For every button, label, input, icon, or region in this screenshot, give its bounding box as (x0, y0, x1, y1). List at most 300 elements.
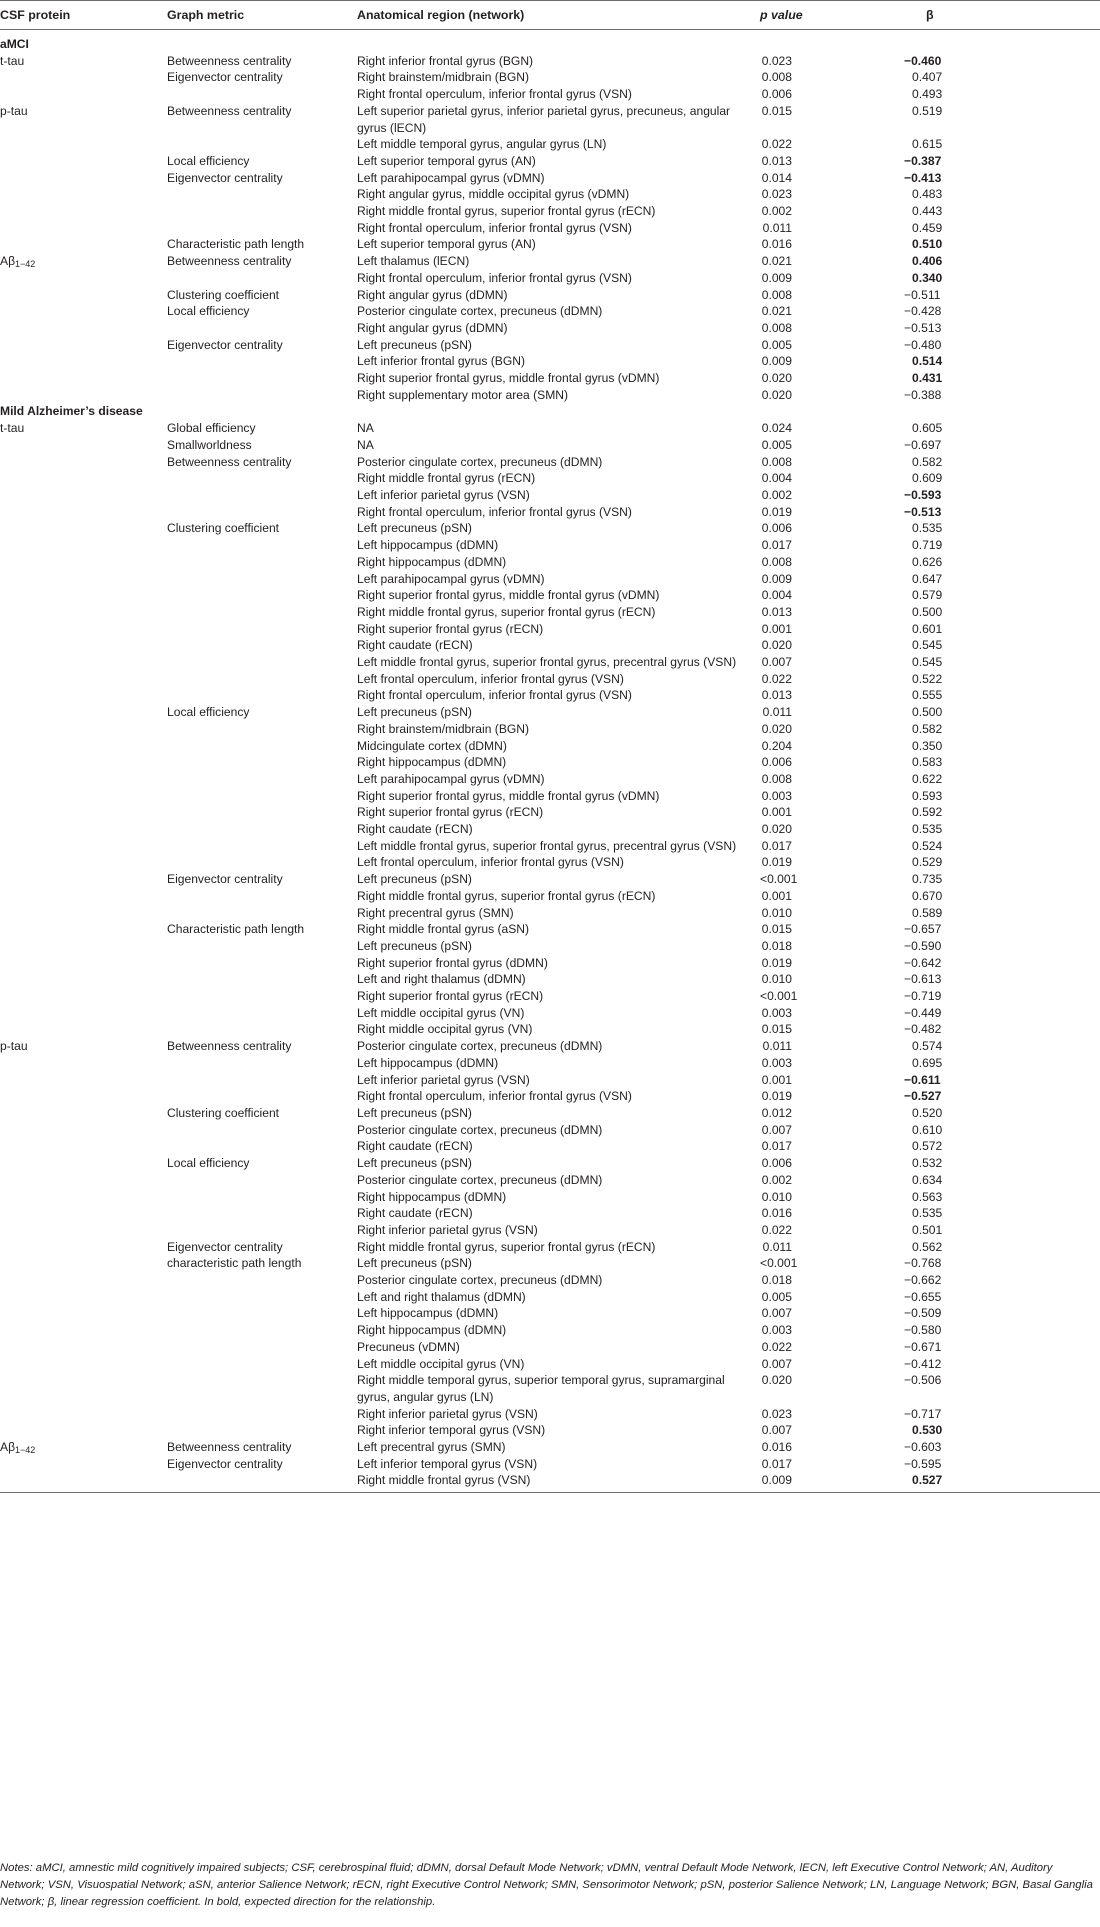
csf-protein-cell (0, 821, 167, 838)
csf-protein-cell (0, 1021, 167, 1038)
p-value-cell: 0.008 (761, 320, 792, 335)
table-row (0, 687, 1100, 704)
beta-cell: −0.768 (904, 1256, 942, 1271)
csf-protein-cell (0, 270, 167, 287)
p-value-cell: 0.022 (761, 1339, 792, 1354)
csf-protein-cell (0, 604, 167, 621)
p-value-cell: 0.008 (761, 554, 792, 569)
p-value-cell: 0.020 (761, 822, 792, 837)
csf-protein-cell (0, 871, 167, 888)
graph-metric-cell (167, 771, 357, 788)
csf-protein-cell (0, 504, 167, 521)
csf-protein-cell (0, 854, 167, 871)
p-value-cell: 0.020 (761, 638, 792, 653)
p-value-cell: 0.011 (762, 220, 792, 235)
p-value-cell: 0.024 (761, 421, 792, 436)
csf-protein-cell (0, 1005, 167, 1022)
csf-protein-cell (0, 671, 167, 688)
csf-protein-cell (0, 303, 167, 320)
region-cell: Left precuneus (pSN) (357, 1156, 472, 1171)
graph-metric-cell (167, 504, 357, 521)
table-row (0, 754, 1100, 771)
region-cell: Right frontal operculum, inferior frontal gyrus (VSN) (357, 1089, 632, 1104)
table-row (0, 654, 1100, 671)
table-row (0, 320, 1100, 337)
csf-protein-cell (0, 69, 167, 86)
table-row (0, 203, 1100, 220)
csf-protein-cell (0, 1422, 167, 1439)
table-row (0, 921, 1100, 938)
table-row (0, 938, 1100, 955)
graph-metric-cell (167, 186, 357, 203)
region-cell: Left inferior parietal gyrus (VSN) (357, 1072, 530, 1087)
table-row (0, 1138, 1100, 1155)
section-row (0, 403, 1100, 420)
graph-metric-cell: Eigenvector centrality (167, 872, 283, 887)
csf-protein-cell (0, 971, 167, 988)
header-beta: β (846, 1, 1100, 30)
beta-cell: 0.622 (912, 771, 943, 786)
csf-protein-cell (0, 938, 167, 955)
table-row (0, 353, 1100, 370)
region-cell: Midcingulate cortex (dDMN) (357, 738, 507, 753)
csf-protein-cell (0, 1072, 167, 1089)
csf-protein-cell: $A\beta_{1-42}$ (0, 1440, 36, 1456)
beta-cell: −0.697 (904, 437, 942, 452)
csf-protein-cell (0, 1122, 167, 1139)
beta-cell: 0.647 (912, 571, 943, 586)
p-value-cell: 0.001 (761, 1072, 792, 1087)
region-cell: Posterior cingulate cortex, precuneus (dDMN) (357, 1172, 603, 1187)
beta-cell: −0.593 (904, 487, 942, 502)
p-value-cell: 0.005 (761, 337, 792, 352)
csf-protein-cell (0, 1088, 167, 1105)
p-value-cell: 0.018 (761, 938, 792, 953)
region-cell: Left middle frontal gyrus, superior frontal gyrus, precentral gyrus (VSN) (357, 655, 737, 670)
p-value-cell: 0.017 (761, 1456, 792, 1471)
p-value-cell: 0.017 (761, 538, 792, 553)
table-row (0, 771, 1100, 788)
csf-protein-cell (0, 86, 167, 103)
p-value-cell: <0.001 (760, 1256, 798, 1271)
region-cell: Posterior cingulate cortex, precuneus (dDMN) (357, 1273, 603, 1288)
csf-protein-cell (0, 337, 167, 354)
p-value-cell: 0.023 (761, 53, 792, 68)
graph-metric-cell: Eigenvector centrality (167, 1456, 283, 1471)
csf-protein-cell (0, 1138, 167, 1155)
beta-cell: 0.350 (912, 738, 943, 753)
beta-cell: −0.511 (904, 287, 941, 302)
graph-metric-cell (167, 821, 357, 838)
table-row (0, 86, 1100, 103)
region-cell: Posterior cingulate cortex, precuneus (dDMN) (357, 304, 603, 319)
csf-protein-cell (0, 153, 167, 170)
p-value-cell: 0.002 (761, 487, 792, 502)
region-cell: Left hippocampus (dDMN) (357, 1306, 499, 1321)
p-value-cell: 0.016 (761, 1440, 792, 1455)
p-value-cell: 0.204 (761, 738, 792, 753)
beta-cell: 0.459 (912, 220, 943, 235)
csf-protein-cell (0, 905, 167, 922)
table-row (0, 955, 1100, 972)
csf-protein-cell (0, 704, 167, 721)
header-p-value: p value (760, 1, 846, 30)
graph-metric-cell (167, 1055, 357, 1072)
table-row (0, 671, 1100, 688)
region-cell: Left inferior frontal gyrus (BGN) (357, 354, 526, 369)
p-value-cell: 0.009 (761, 270, 792, 285)
graph-metric-cell (167, 270, 357, 287)
graph-metric-cell (167, 203, 357, 220)
table-row (0, 136, 1100, 153)
table-row (0, 971, 1100, 988)
region-cell: Right superior frontal gyrus (dDMN) (357, 955, 548, 970)
region-cell: Right middle frontal gyrus (rECN) (357, 471, 536, 486)
graph-metric-cell (167, 1322, 357, 1339)
beta-cell: 0.500 (912, 604, 943, 619)
region-cell: Left precuneus (pSN) (357, 521, 472, 536)
region-cell: Right inferior temporal gyrus (VSN) (357, 1423, 546, 1438)
csf-protein-cell (0, 537, 167, 554)
p-value-cell: 0.002 (761, 1172, 792, 1187)
csf-protein-cell (0, 654, 167, 671)
graph-metric-cell (167, 1272, 357, 1289)
region-cell: Right hippocampus (dDMN) (357, 554, 507, 569)
graph-metric-cell (167, 1422, 357, 1439)
table-row (0, 270, 1100, 287)
beta-cell: −0.412 (904, 1356, 942, 1371)
p-value-cell: <0.001 (760, 872, 798, 887)
beta-cell: 0.589 (912, 905, 943, 920)
csf-protein-cell (0, 1172, 167, 1189)
beta-cell: 0.522 (912, 671, 943, 686)
csf-protein-cell: t-tau (0, 421, 25, 436)
table-row (0, 988, 1100, 1005)
region-cell: Left precuneus (pSN) (357, 872, 472, 887)
csf-protein-cell (0, 1339, 167, 1356)
table-row (0, 1439, 1100, 1456)
csf-protein-cell (0, 1372, 167, 1405)
p-value-cell: 0.010 (761, 905, 792, 920)
region-cell: Left precentral gyrus (SMN) (357, 1440, 506, 1455)
p-value-cell: 0.008 (761, 771, 792, 786)
table-row (0, 1272, 1100, 1289)
graph-metric-cell: Betweenness centrality (167, 254, 292, 269)
table-row (0, 186, 1100, 203)
region-cell: Left parahipocampal gyrus (vDMN) (357, 170, 545, 185)
beta-cell: 0.514 (912, 354, 943, 369)
graph-metric-cell: Eigenvector centrality (167, 70, 283, 85)
p-value-cell: 0.001 (761, 805, 792, 820)
table-row (0, 1222, 1100, 1239)
p-value-cell: 0.008 (761, 287, 792, 302)
region-cell: Right frontal operculum, inferior frontal gyrus (VSN) (357, 220, 632, 235)
beta-cell: 0.610 (912, 1122, 943, 1137)
region-cell: Right angular gyrus (dDMN) (357, 287, 508, 302)
p-value-cell: 0.010 (761, 972, 792, 987)
csf-protein-cell: p-tau (0, 103, 28, 118)
graph-metric-cell (167, 1356, 357, 1373)
region-cell: Left precuneus (pSN) (357, 337, 472, 352)
region-cell: Left frontal operculum, inferior frontal gyrus (VSN) (357, 671, 624, 686)
graph-metric-cell: Betweenness centrality (167, 53, 292, 68)
p-value-cell: 0.013 (761, 688, 792, 703)
table-row (0, 437, 1100, 454)
graph-metric-cell (167, 1406, 357, 1423)
graph-metric-cell (167, 470, 357, 487)
beta-cell: 0.555 (912, 688, 943, 703)
region-cell: Left parahipocampal gyrus (vDMN) (357, 571, 545, 586)
region-cell: Right superior frontal gyrus, middle frontal gyrus (vDMN) (357, 588, 660, 603)
table-row (0, 504, 1100, 521)
table-row (0, 1255, 1100, 1272)
graph-metric-cell (167, 1088, 357, 1105)
csf-protein-cell (0, 1406, 167, 1423)
region-cell: Left parahipocampal gyrus (vDMN) (357, 771, 545, 786)
graph-metric-cell: Betweenness centrality (167, 103, 292, 118)
table-row (0, 470, 1100, 487)
table-row (0, 821, 1100, 838)
csf-protein-cell (0, 1105, 167, 1122)
csf-protein-cell: $A\beta_{1-42}$ (0, 254, 36, 270)
graph-metric-cell: Betweenness centrality (167, 1039, 292, 1054)
beta-cell: 0.582 (912, 721, 943, 736)
region-cell: Right middle occipital gyrus (VN) (357, 1022, 533, 1037)
beta-cell: −0.611 (904, 1072, 941, 1087)
table-row (0, 370, 1100, 387)
beta-cell: 0.520 (912, 1106, 943, 1120)
beta-cell: 0.545 (912, 638, 943, 653)
graph-metric-cell (167, 971, 357, 988)
beta-cell: −0.613 (904, 972, 942, 987)
csf-protein-cell (0, 1272, 167, 1289)
table-row (0, 1372, 1100, 1405)
p-value-cell: 0.009 (760, 1472, 846, 1492)
csf-protein-cell (0, 1239, 167, 1256)
p-value-cell: 0.008 (761, 70, 792, 85)
region-cell: Right superior frontal gyrus (rECN) (357, 989, 544, 1004)
beta-cell: 0.500 (912, 705, 943, 720)
graph-metric-cell: Eigenvector centrality (167, 1239, 283, 1254)
beta-cell: −0.513 (904, 504, 942, 519)
graph-metric-cell (167, 370, 357, 387)
region-cell: Posterior cingulate cortex, precuneus (dDMN) (357, 454, 603, 469)
beta-cell: 0.483 (912, 187, 943, 202)
region-cell: Left and right thalamus (dDMN) (357, 972, 526, 987)
beta-cell: 0.535 (912, 521, 943, 536)
graph-metric-cell (167, 1222, 357, 1239)
region-cell: Left thalamus (lECN) (357, 254, 470, 269)
table-row (0, 1155, 1100, 1172)
beta-cell: −0.595 (904, 1456, 942, 1471)
region-cell: NA (357, 421, 374, 436)
csf-protein-cell (0, 571, 167, 588)
p-value-cell: 0.004 (761, 588, 792, 603)
region-cell: Left middle occipital gyrus (VN) (357, 1005, 525, 1020)
region-cell: Right angular gyrus (dDMN) (357, 320, 508, 335)
p-value-cell: 0.012 (761, 1106, 792, 1120)
graph-metric-cell: Local efficiency (167, 153, 250, 168)
region-cell: Left hippocampus (dDMN) (357, 1055, 499, 1070)
header-region: Anatomical region (network) (357, 1, 760, 30)
region-cell: NA (357, 437, 374, 452)
csf-protein-cell (0, 621, 167, 638)
graph-metric-cell (167, 220, 357, 237)
graph-metric-cell (167, 1005, 357, 1022)
p-value-cell: 0.019 (761, 1089, 792, 1104)
p-value-cell: 0.022 (761, 671, 792, 686)
table-notes: Notes: aMCI, amnestic mild cognitively impaired subjects; CSF, cerebrospinal fluid; dDMN, dorsal Default Mode Network; vDMN, ventral Default Mode Network, lECN, left Executive Control Network; AN, Auditory Network; VSN, Visuospatial Network; aSN, anterior Salience Network; rECN, right Executive Control Network; SMN, Sensorimotor Network; pSN, posterior Salience Network; LN, Language Network; BGN, Basal Ganglia Network; β, linear regression coefficient. In bold, expected direction for the relationship. (0, 1862, 1093, 1908)
csf-protein-cell (0, 988, 167, 1005)
p-value-cell: 0.016 (761, 1206, 792, 1221)
p-value-cell: 0.016 (761, 237, 792, 252)
graph-metric-cell (167, 955, 357, 972)
csf-protein-cell (0, 921, 167, 938)
region-cell: Left superior temporal gyrus (AN) (357, 153, 536, 168)
table-body (0, 30, 1100, 1493)
beta-cell: 0.615 (912, 137, 943, 152)
table-row (0, 1339, 1100, 1356)
graph-metric-cell (167, 938, 357, 955)
table-row (0, 905, 1100, 922)
beta-cell: −0.655 (904, 1289, 942, 1304)
region-cell: Right middle frontal gyrus (aSN) (357, 922, 530, 937)
table-row (0, 838, 1100, 855)
graph-metric-cell: Characteristic path length (167, 237, 305, 252)
table-row (0, 704, 1100, 721)
graph-metric-cell (167, 1172, 357, 1189)
table-row (0, 1038, 1100, 1055)
graph-metric-cell (167, 1205, 357, 1222)
beta-cell: −0.460 (904, 53, 942, 68)
p-value-cell: 0.019 (761, 504, 792, 519)
table-row (0, 1322, 1100, 1339)
p-value-cell: 0.020 (761, 387, 792, 402)
csf-protein-cell (0, 1456, 167, 1473)
region-cell: Right middle frontal gyrus, superior frontal gyrus (rECN) (357, 604, 656, 619)
graph-metric-cell (167, 571, 357, 588)
p-value-cell: <0.001 (760, 989, 798, 1004)
region-cell: Left precuneus (pSN) (357, 1106, 472, 1120)
graph-metric-cell (167, 888, 357, 905)
csf-protein-cell: t-tau (0, 53, 25, 68)
beta-cell: 0.719 (912, 538, 943, 553)
beta-cell: 0.563 (912, 1189, 943, 1204)
csf-protein-cell (0, 687, 167, 704)
graph-metric-cell: Local efficiency (167, 705, 250, 720)
p-value-cell: 0.006 (761, 1156, 792, 1171)
graph-metric-cell (167, 1122, 357, 1139)
csf-protein-cell (0, 554, 167, 571)
table-row (0, 1289, 1100, 1306)
region-cell: Left precuneus (pSN) (357, 1256, 472, 1271)
csf-protein-cell (0, 136, 167, 153)
region-cell: Right superior frontal gyrus (rECN) (357, 805, 544, 820)
graph-metric-cell (167, 854, 357, 871)
csf-protein-cell (0, 1189, 167, 1206)
csf-protein-cell (0, 437, 167, 454)
p-value-cell: 0.011 (762, 1239, 792, 1254)
header-graph-metric: Graph metric (167, 1, 357, 30)
beta-cell: 0.519 (912, 103, 943, 118)
graph-metric-cell (167, 738, 357, 755)
p-value-cell: 0.003 (761, 788, 792, 803)
table-row (0, 1088, 1100, 1105)
graph-metric-cell: Local efficiency (167, 1156, 250, 1171)
csf-protein-cell (0, 387, 167, 404)
table-row (0, 103, 1100, 136)
table-row (0, 1406, 1100, 1423)
p-value-cell: 0.004 (761, 471, 792, 486)
graph-metric-cell: Eigenvector centrality (167, 170, 283, 185)
region-cell: Right superior frontal gyrus (rECN) (357, 621, 544, 636)
csf-protein-cell (0, 1289, 167, 1306)
graph-metric-cell: Clustering coefficient (167, 1106, 280, 1120)
beta-cell: −0.482 (904, 1022, 942, 1037)
graph-metric-cell (167, 537, 357, 554)
graph-metric-cell (167, 1189, 357, 1206)
header-row (0, 1, 1100, 30)
beta-cell: −0.413 (904, 170, 942, 185)
region-cell: Right hippocampus (dDMN) (357, 1323, 507, 1338)
p-value-cell: 0.001 (761, 888, 792, 903)
csf-protein-cell (0, 771, 167, 788)
p-value-cell: 0.020 (761, 371, 792, 386)
table-row (0, 1072, 1100, 1089)
beta-cell: 0.735 (912, 872, 943, 887)
beta-cell: 0.443 (912, 204, 943, 219)
p-value-cell: 0.021 (761, 304, 792, 319)
beta-cell: 0.626 (912, 554, 943, 569)
p-value-cell: 0.019 (761, 855, 792, 870)
table-row (0, 420, 1100, 437)
graph-metric-cell (167, 604, 357, 621)
csf-protein-cell (0, 1356, 167, 1373)
beta-cell: −0.509 (904, 1306, 942, 1321)
region-cell: Right inferior frontal gyrus (BGN) (357, 53, 534, 68)
p-value-cell: 0.007 (761, 655, 792, 670)
region-cell: Right superior frontal gyrus, middle frontal gyrus (vDMN) (357, 788, 660, 803)
p-value-cell: 0.011 (762, 1039, 792, 1054)
p-value-cell: 0.014 (761, 170, 792, 185)
table-row (0, 621, 1100, 638)
table-row (0, 454, 1100, 471)
p-value-cell: 0.005 (761, 437, 792, 452)
csf-protein-cell (0, 287, 167, 304)
p-value-cell: 0.015 (761, 1022, 792, 1037)
p-value-cell: 0.006 (761, 521, 792, 536)
p-value-cell: 0.020 (761, 721, 792, 736)
region-cell: Right hippocampus (dDMN) (357, 1189, 507, 1204)
beta-cell: 0.562 (912, 1239, 943, 1254)
beta-cell: 0.527 (846, 1472, 1100, 1492)
beta-cell: 0.634 (912, 1172, 943, 1187)
section-label: Mild Alzheimer’s disease (0, 404, 143, 419)
csf-protein-cell (0, 1472, 167, 1492)
csf-protein-cell (0, 220, 167, 237)
table-row (0, 53, 1100, 70)
p-value-cell: 0.006 (761, 87, 792, 102)
graph-metric-cell (167, 1372, 357, 1405)
csf-protein-cell (0, 637, 167, 654)
beta-cell: 0.572 (912, 1139, 943, 1154)
region-cell: Left hippocampus (dDMN) (357, 538, 499, 553)
table-row (0, 788, 1100, 805)
p-value-cell: 0.013 (761, 604, 792, 619)
region-cell: Left superior temporal gyrus (AN) (357, 237, 536, 252)
csf-protein-cell: p-tau (0, 1039, 28, 1054)
region-cell: Right superior frontal gyrus, middle frontal gyrus (vDMN) (357, 371, 660, 386)
